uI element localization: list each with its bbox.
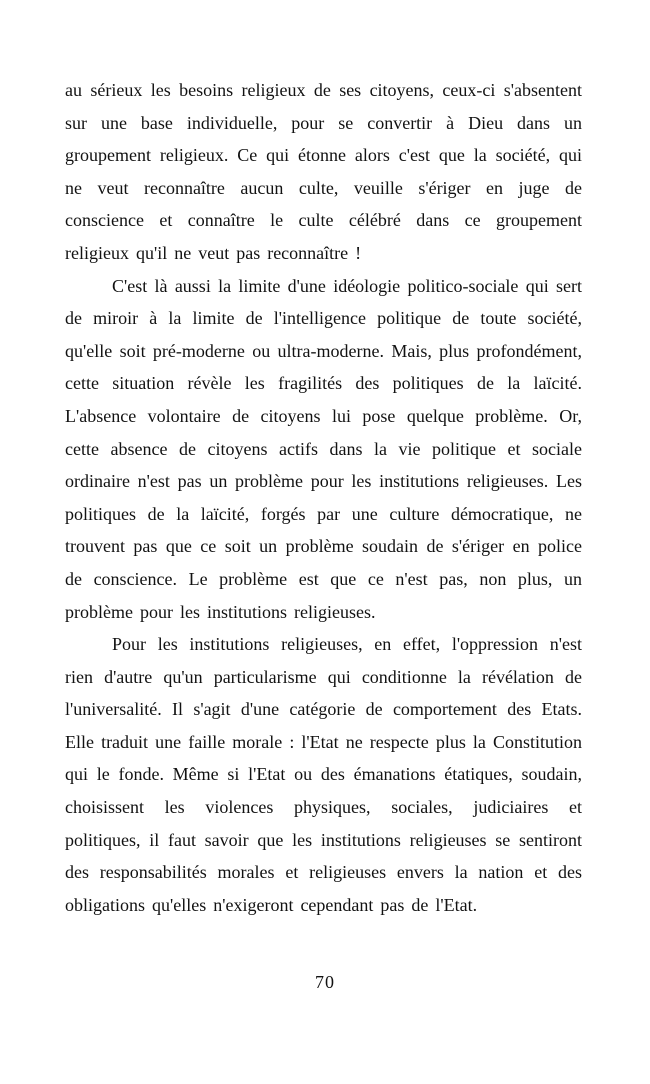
page-number: 70 (315, 972, 335, 992)
paragraph-continuation: au sérieux les besoins religieux de ses citoyens, ceux-ci s'absentent sur une base individuelle, pour se convertir à Dieu dans un groupement religieux. Ce qui étonne alors c'est que la société, qui ne veut reconnaître aucun culte, veuille s'ériger en juge de conscience et connaître le culte célébré dans ce groupement religieux qu'il ne veut pas reconnaître ! (65, 80, 582, 263)
paragraph: C'est là aussi la limite d'une idéologie politico-sociale qui sert de miroir à la limite de l'intelligence politique de toute société, qu'elle soit pré-moderne ou ultra-moderne. Mais, plus profondément, cette situation révèle les fragilités des politiques de la laïcité. L'absence volontaire de citoyens lui pose quelque problème. Or, cette absence de citoyens actifs dans la vie politique et sociale ordinaire n'est pas un problème pour les institutions religieuses. Les politiques de la laïcité, forgés par une culture démocratique, ne trouvent pas que ce soit un problème soudain de s'ériger en police de conscience. Le problème est que ce n'est pas, non plus, un problème pour les institutions religieuses. (65, 275, 582, 622)
body-text (65, 74, 582, 921)
paragraph: Pour les institutions religieuses, en effet, l'oppression n'est rien d'autre qu'un particularisme qui conditionne la révélation de l'universalité. Il s'agit d'une catégorie de comportement des Etats. Elle traduit une faille morale : l'Etat ne respecte plus la Constitution qui le fonde. Même si l'Etat ou des émanations étatiques, soudain, choisissent les violences physiques, sociales, judiciaires et politiques, il faut savoir que les institutions religieuses se sentiront des responsabilités morales et religieuses envers la nation et des obligations qu'elles n'exigeront cependant pas de l'Etat. (65, 634, 582, 915)
